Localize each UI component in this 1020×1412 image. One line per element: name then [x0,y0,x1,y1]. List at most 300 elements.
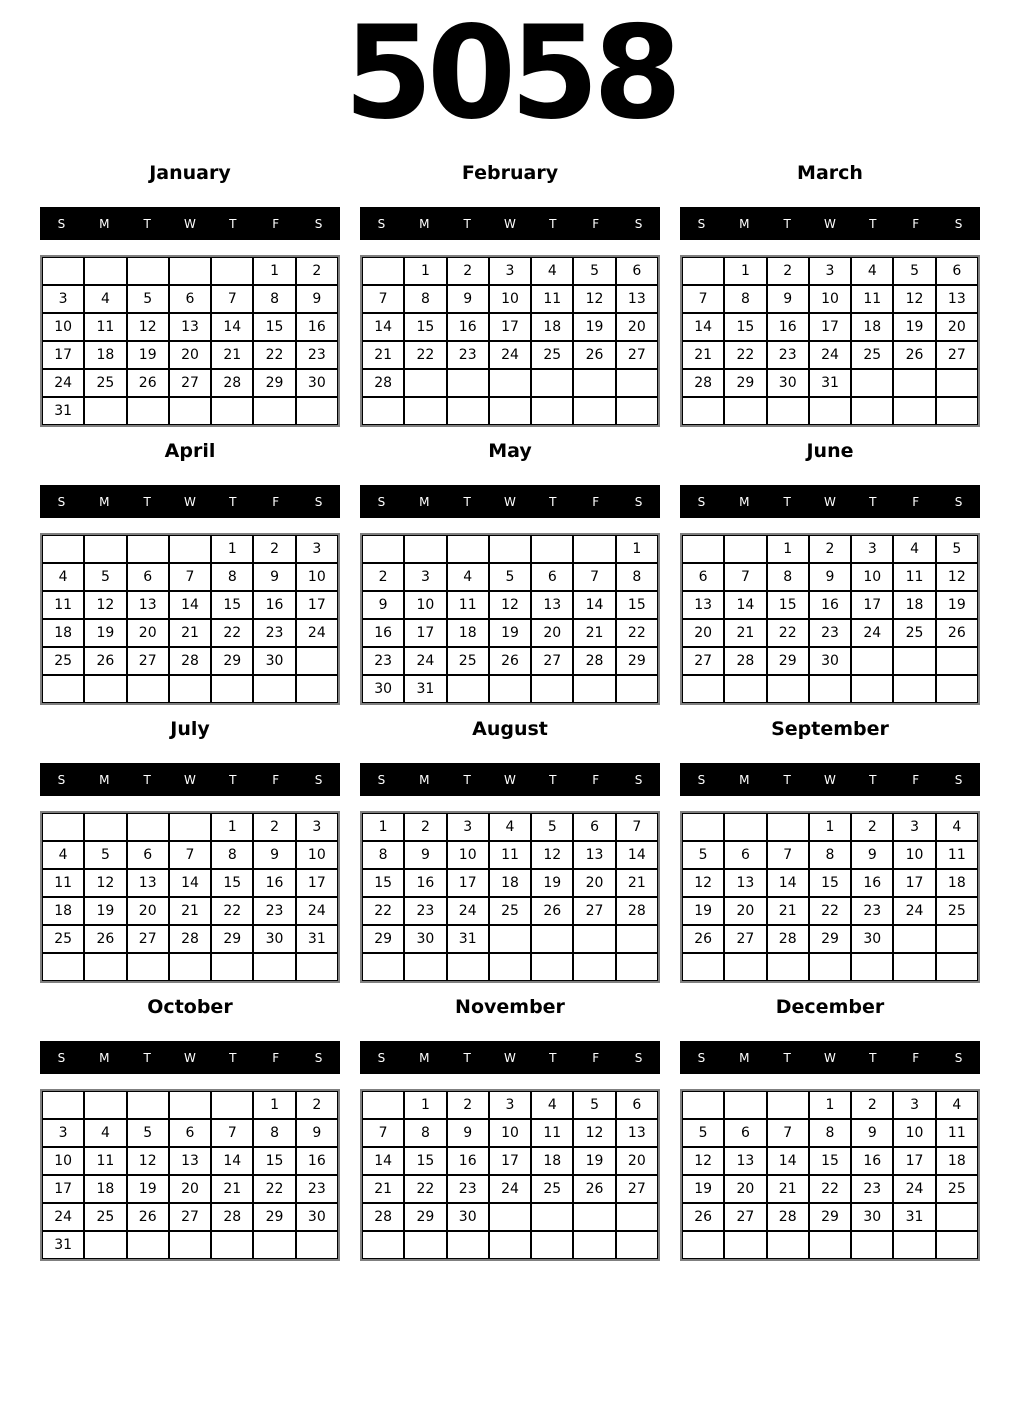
month-april [40,438,340,705]
date-cell: 9 [253,841,295,869]
empty-date-cell [404,369,446,397]
date-cell: 18 [936,1147,978,1175]
date-cell: 9 [851,1119,893,1147]
date-cell: 21 [573,619,615,647]
dates-grid [40,255,340,427]
date-cell: 4 [447,563,489,591]
empty-date-cell [767,675,809,703]
date-cell: 14 [211,1147,253,1175]
date-cell: 24 [404,647,446,675]
weekday-header-cell: T [869,1050,877,1065]
date-cell: 24 [489,1175,531,1203]
empty-date-cell [127,535,169,563]
empty-date-cell [616,397,658,425]
date-cell: 2 [767,257,809,285]
weekday-header-cell: F [592,494,600,509]
date-cell: 17 [404,619,446,647]
date-cell: 7 [682,285,724,313]
weekday-header-row [40,1041,340,1074]
weekday-header-cell: S [634,772,643,787]
date-cell: 25 [531,341,573,369]
date-cell: 6 [682,563,724,591]
date-cell: 11 [42,869,84,897]
date-cell: 12 [936,563,978,591]
empty-date-cell [809,1231,851,1259]
date-cell: 1 [404,257,446,285]
dates-grid [360,811,660,983]
dates-grid [680,255,980,427]
weekday-header-cell: M [419,494,430,509]
empty-date-cell [169,1231,211,1259]
date-cell: 24 [42,369,84,397]
date-cell: 6 [169,1119,211,1147]
date-cell: 17 [489,313,531,341]
empty-date-cell [169,675,211,703]
date-cell: 1 [809,813,851,841]
date-cell: 1 [404,1091,446,1119]
date-cell: 4 [42,563,84,591]
empty-date-cell [211,397,253,425]
date-cell: 30 [447,1203,489,1231]
dates-grid [40,1089,340,1261]
date-cell: 9 [809,563,851,591]
date-cell: 23 [253,897,295,925]
date-cell: 17 [893,869,935,897]
empty-date-cell [616,925,658,953]
weekday-header-cell: M [419,1050,430,1065]
dates-grid [40,811,340,983]
date-cell: 28 [362,369,404,397]
empty-date-cell [42,535,84,563]
date-cell: 25 [447,647,489,675]
date-cell: 12 [127,1147,169,1175]
weekday-header-cell: T [783,216,791,231]
empty-date-cell [682,675,724,703]
date-cell: 11 [936,841,978,869]
weekday-header-cell: S [377,216,386,231]
date-cell: 7 [211,1119,253,1147]
date-cell: 27 [169,369,211,397]
date-cell: 30 [296,369,338,397]
weekday-header-cell: M [99,1050,110,1065]
date-cell: 26 [682,1203,724,1231]
month-september [680,716,980,983]
empty-date-cell [851,953,893,981]
empty-date-cell [767,397,809,425]
month-name: November [455,996,565,1018]
date-cell: 1 [724,257,766,285]
empty-date-cell [531,1203,573,1231]
weekday-header-cell: S [634,494,643,509]
empty-date-cell [531,369,573,397]
date-cell: 21 [169,619,211,647]
date-cell: 4 [936,1091,978,1119]
empty-date-cell [489,1231,531,1259]
date-cell: 24 [42,1203,84,1231]
date-cell: 14 [211,313,253,341]
empty-date-cell [489,535,531,563]
empty-date-cell [296,647,338,675]
date-cell: 9 [851,841,893,869]
empty-date-cell [447,1231,489,1259]
date-cell: 4 [84,285,126,313]
date-cell: 3 [42,1119,84,1147]
date-cell: 19 [84,619,126,647]
empty-date-cell [767,1231,809,1259]
date-cell: 21 [211,341,253,369]
date-cell: 16 [447,1147,489,1175]
empty-date-cell [447,397,489,425]
date-cell: 5 [84,563,126,591]
dates-grid [680,1089,980,1261]
empty-date-cell [489,675,531,703]
weekday-header-cell: S [954,772,963,787]
weekday-header-cell: T [229,772,237,787]
month-name: September [771,718,889,740]
empty-date-cell [169,397,211,425]
date-cell: 18 [893,591,935,619]
date-cell: 13 [682,591,724,619]
empty-date-cell [169,257,211,285]
date-cell: 6 [936,257,978,285]
date-cell: 21 [682,341,724,369]
weekday-header-cell: T [783,494,791,509]
weekday-header-cell: F [912,494,920,509]
date-cell: 26 [893,341,935,369]
date-cell: 26 [936,619,978,647]
date-cell: 7 [211,285,253,313]
date-cell: 30 [851,1203,893,1231]
date-cell: 11 [447,591,489,619]
weekday-header-row [360,763,660,796]
date-cell: 18 [447,619,489,647]
weekday-header-cell: T [869,216,877,231]
weekday-header-row [40,763,340,796]
date-cell: 14 [573,591,615,619]
date-cell: 16 [447,313,489,341]
empty-date-cell [616,369,658,397]
empty-date-cell [84,1231,126,1259]
date-cell: 13 [169,1147,211,1175]
date-cell: 22 [809,1175,851,1203]
date-cell: 2 [851,813,893,841]
empty-date-cell [84,675,126,703]
date-cell: 31 [893,1203,935,1231]
date-cell: 22 [616,619,658,647]
date-cell: 21 [169,897,211,925]
date-cell: 23 [447,1175,489,1203]
date-cell: 11 [936,1119,978,1147]
date-cell: 25 [42,925,84,953]
date-cell: 20 [936,313,978,341]
weekday-header-cell: T [143,494,151,509]
date-cell: 18 [531,1147,573,1175]
date-cell: 29 [362,925,404,953]
empty-date-cell [296,675,338,703]
date-cell: 3 [489,1091,531,1119]
empty-date-cell [724,397,766,425]
date-cell: 28 [211,369,253,397]
weekday-header-cell: S [697,772,706,787]
date-cell: 15 [253,1147,295,1175]
weekday-header-cell: S [954,216,963,231]
date-cell: 15 [404,1147,446,1175]
weekday-header-cell: M [739,772,750,787]
empty-date-cell [362,535,404,563]
empty-date-cell [682,1091,724,1119]
date-cell: 29 [253,369,295,397]
date-cell: 15 [253,313,295,341]
empty-date-cell [809,953,851,981]
empty-date-cell [531,675,573,703]
date-cell: 22 [767,619,809,647]
date-cell: 7 [169,841,211,869]
empty-date-cell [682,397,724,425]
date-cell: 27 [127,925,169,953]
empty-date-cell [169,953,211,981]
date-cell: 10 [489,1119,531,1147]
date-cell: 16 [851,869,893,897]
date-cell: 23 [404,897,446,925]
date-cell: 12 [573,285,615,313]
empty-date-cell [531,535,573,563]
date-cell: 14 [169,591,211,619]
weekday-header-cell: M [419,216,430,231]
date-cell: 8 [253,1119,295,1147]
empty-date-cell [893,1231,935,1259]
date-cell: 15 [809,869,851,897]
date-cell: 5 [573,257,615,285]
empty-date-cell [447,369,489,397]
weekday-header-cell: M [739,216,750,231]
empty-date-cell [253,1231,295,1259]
weekday-header-cell: S [314,216,323,231]
date-cell: 8 [809,1119,851,1147]
weekday-header-cell: T [229,1050,237,1065]
date-cell: 19 [531,869,573,897]
dates-grid [680,811,980,983]
weekday-header-cell: F [912,772,920,787]
date-cell: 17 [893,1147,935,1175]
empty-date-cell [809,397,851,425]
date-cell: 29 [724,369,766,397]
date-cell: 8 [404,1119,446,1147]
empty-date-cell [253,953,295,981]
date-cell: 16 [851,1147,893,1175]
date-cell: 2 [447,257,489,285]
empty-date-cell [893,925,935,953]
empty-date-cell [127,675,169,703]
weekday-header-cell: S [954,494,963,509]
date-cell: 8 [211,841,253,869]
weekday-header-cell: W [824,772,836,787]
date-cell: 17 [296,591,338,619]
month-october [40,994,340,1261]
weekday-header-cell: T [783,1050,791,1065]
date-cell: 3 [851,535,893,563]
empty-date-cell [84,1091,126,1119]
date-cell: 19 [84,897,126,925]
weekday-header-cell: S [634,1050,643,1065]
weekday-header-cell: T [463,494,471,509]
date-cell: 30 [767,369,809,397]
empty-date-cell [531,925,573,953]
date-cell: 25 [84,369,126,397]
date-cell: 24 [809,341,851,369]
date-cell: 15 [809,1147,851,1175]
date-cell: 12 [682,1147,724,1175]
empty-date-cell [489,925,531,953]
date-cell: 14 [169,869,211,897]
date-cell: 28 [616,897,658,925]
date-cell: 3 [404,563,446,591]
empty-date-cell [893,675,935,703]
date-cell: 6 [724,841,766,869]
date-cell: 4 [84,1119,126,1147]
weekday-header-cell: W [504,216,516,231]
weekday-header-cell: M [99,494,110,509]
date-cell: 14 [724,591,766,619]
weekday-header-cell: M [739,494,750,509]
month-name: January [149,162,231,184]
date-cell: 2 [253,813,295,841]
date-cell: 1 [767,535,809,563]
weekday-header-cell: S [377,1050,386,1065]
date-cell: 16 [362,619,404,647]
weekday-header-row [40,485,340,518]
date-cell: 29 [211,925,253,953]
date-cell: 15 [211,869,253,897]
date-cell: 7 [169,563,211,591]
empty-date-cell [682,257,724,285]
date-cell: 31 [447,925,489,953]
date-cell: 8 [211,563,253,591]
month-name: June [806,440,854,462]
empty-date-cell [767,953,809,981]
empty-date-cell [404,397,446,425]
date-cell: 16 [296,1147,338,1175]
date-cell: 12 [682,869,724,897]
date-cell: 26 [489,647,531,675]
date-cell: 25 [489,897,531,925]
empty-date-cell [724,953,766,981]
date-cell: 25 [42,647,84,675]
weekday-header-cell: S [57,772,66,787]
date-cell: 21 [362,1175,404,1203]
dates-grid [360,533,660,705]
date-cell: 3 [809,257,851,285]
date-cell: 15 [362,869,404,897]
date-cell: 10 [404,591,446,619]
date-cell: 13 [616,1119,658,1147]
empty-date-cell [851,369,893,397]
date-cell: 30 [296,1203,338,1231]
date-cell: 15 [211,591,253,619]
date-cell: 14 [767,1147,809,1175]
empty-date-cell [616,675,658,703]
date-cell: 17 [489,1147,531,1175]
date-cell: 29 [767,647,809,675]
month-december [680,994,980,1261]
empty-date-cell [127,257,169,285]
date-cell: 25 [84,1203,126,1231]
date-cell: 20 [724,897,766,925]
empty-date-cell [211,953,253,981]
date-cell: 12 [84,869,126,897]
date-cell: 28 [724,647,766,675]
empty-date-cell [296,397,338,425]
weekday-header-cell: S [697,216,706,231]
weekday-header-cell: W [184,1050,196,1065]
date-cell: 18 [489,869,531,897]
date-cell: 5 [127,285,169,313]
weekday-header-cell: T [869,772,877,787]
empty-date-cell [893,397,935,425]
empty-date-cell [616,953,658,981]
empty-date-cell [724,1231,766,1259]
date-cell: 31 [404,675,446,703]
date-cell: 23 [253,619,295,647]
weekday-header-cell: S [954,1050,963,1065]
date-cell: 30 [253,647,295,675]
date-cell: 25 [531,1175,573,1203]
month-name: August [472,718,548,740]
date-cell: 4 [851,257,893,285]
date-cell: 5 [936,535,978,563]
empty-date-cell [211,1091,253,1119]
date-cell: 9 [447,1119,489,1147]
date-cell: 28 [767,1203,809,1231]
date-cell: 29 [253,1203,295,1231]
dates-grid [40,533,340,705]
date-cell: 26 [573,341,615,369]
date-cell: 20 [682,619,724,647]
date-cell: 4 [531,257,573,285]
date-cell: 2 [851,1091,893,1119]
empty-date-cell [404,535,446,563]
empty-date-cell [809,675,851,703]
date-cell: 24 [296,619,338,647]
date-cell: 29 [211,647,253,675]
date-cell: 26 [531,897,573,925]
empty-date-cell [851,675,893,703]
empty-date-cell [893,647,935,675]
date-cell: 12 [127,313,169,341]
weekday-header-cell: M [739,1050,750,1065]
date-cell: 26 [84,647,126,675]
month-february [360,160,660,427]
date-cell: 26 [127,369,169,397]
date-cell: 27 [531,647,573,675]
date-cell: 17 [296,869,338,897]
month-june [680,438,980,705]
date-cell: 28 [362,1203,404,1231]
date-cell: 5 [84,841,126,869]
empty-date-cell [169,1091,211,1119]
date-cell: 24 [851,619,893,647]
empty-date-cell [767,813,809,841]
date-cell: 29 [809,925,851,953]
weekday-header-row [360,207,660,240]
empty-date-cell [362,1231,404,1259]
date-cell: 21 [767,897,809,925]
date-cell: 13 [724,1147,766,1175]
empty-date-cell [573,369,615,397]
empty-date-cell [936,1231,978,1259]
date-cell: 27 [936,341,978,369]
empty-date-cell [489,953,531,981]
date-cell: 1 [616,535,658,563]
